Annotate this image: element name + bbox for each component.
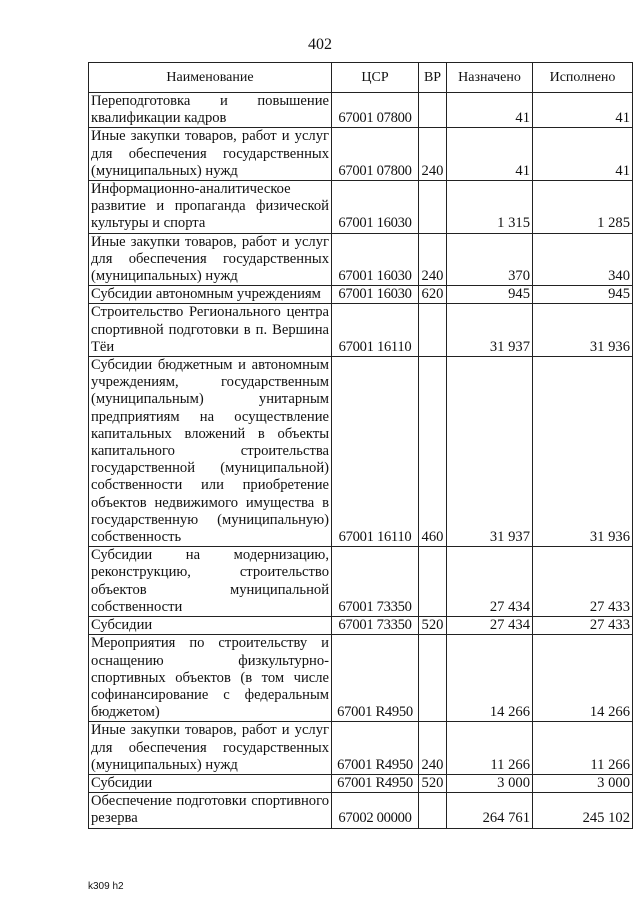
- table-row: [89, 793, 633, 828]
- row-csr: 67001 16030: [332, 286, 419, 304]
- row-vr: [419, 93, 447, 128]
- row-vr: [419, 547, 447, 617]
- row-vr: 240: [419, 722, 447, 775]
- table-row: [89, 617, 633, 635]
- footer-code: k309 h2: [88, 881, 124, 892]
- row-planned: 27 434: [447, 547, 533, 617]
- table-row: [89, 722, 633, 775]
- row-planned: 945: [447, 286, 533, 304]
- row-vr: 240: [419, 233, 447, 286]
- row-executed: 27 433: [533, 547, 633, 617]
- table-row: [89, 93, 633, 128]
- row-planned: 370: [447, 233, 533, 286]
- row-name: Обеспечение подготовки спортивного резерва: [89, 793, 332, 828]
- row-vr: [419, 304, 447, 357]
- table-row: [89, 357, 633, 547]
- row-planned: 1 315: [447, 181, 533, 234]
- row-name: Иные закупки товаров, работ и услуг для обеспечения государственных (муниципальных) нужд: [89, 233, 332, 286]
- row-name: Иные закупки товаров, работ и услуг для обеспечения государственных (муниципальных) нужд: [89, 128, 332, 181]
- row-executed: 11 266: [533, 722, 633, 775]
- row-csr: 67001 16030: [332, 233, 419, 286]
- row-executed: 1 285: [533, 181, 633, 234]
- row-name: Информационно-аналитическое развитие и пропаганда физической культуры и спорта: [89, 181, 332, 234]
- budget-table: [88, 62, 633, 829]
- row-csr: 67001 73350: [332, 547, 419, 617]
- table-row: [89, 233, 633, 286]
- row-executed: 14 266: [533, 635, 633, 722]
- row-name: Мероприятия по строительству и оснащению физкультурно-спортивных объектов (в том числе софинансирование с федеральным бюджетом): [89, 635, 332, 722]
- row-planned: 11 266: [447, 722, 533, 775]
- row-executed: 3 000: [533, 774, 633, 792]
- table-row: [89, 304, 633, 357]
- table-row: [89, 181, 633, 234]
- row-executed: 41: [533, 93, 633, 128]
- row-vr: 520: [419, 774, 447, 792]
- row-planned: 14 266: [447, 635, 533, 722]
- row-vr: 240: [419, 128, 447, 181]
- row-planned: 27 434: [447, 617, 533, 635]
- row-planned: 31 937: [447, 357, 533, 547]
- table-row: [89, 635, 633, 722]
- page-number: 402: [308, 36, 332, 53]
- row-csr: 67001 R4950: [332, 722, 419, 775]
- header-vr: ВР: [419, 63, 447, 93]
- row-name: Переподготовка и повышение квалификации кадров: [89, 93, 332, 128]
- row-name: Строительство Регионального центра спортивной подготовки в п. Вершина Тёи: [89, 304, 332, 357]
- row-name: Субсидии автономным учреждениям: [89, 286, 332, 304]
- table-row: [89, 547, 633, 617]
- row-executed: 245 102: [533, 793, 633, 828]
- row-executed: 27 433: [533, 617, 633, 635]
- row-name: Субсидии бюджетным и автономным учреждениям, государственным (муниципальным) унитарным предприятиям на осуществление капитальных вложений в объекты капитального строительства государственной (муниципальной) собственности или приобретение объектов недвижимого имущества в государственную (муниципальную) собственность: [89, 357, 332, 547]
- header-name: Наименование: [89, 63, 332, 93]
- row-vr: [419, 635, 447, 722]
- row-name: Субсидии на модернизацию, реконструкцию, строительство объектов муниципальной собственности: [89, 547, 332, 617]
- row-vr: 520: [419, 617, 447, 635]
- header-planned: Назначено: [447, 63, 533, 93]
- row-planned: 3 000: [447, 774, 533, 792]
- row-executed: 31 936: [533, 304, 633, 357]
- table-row: [89, 286, 633, 304]
- row-csr: 67002 00000: [332, 793, 419, 828]
- table-header-row: [89, 63, 633, 93]
- row-name: Субсидии: [89, 617, 332, 635]
- row-csr: 67001 73350: [332, 617, 419, 635]
- row-csr: 67001 16110: [332, 357, 419, 547]
- row-planned: 41: [447, 128, 533, 181]
- header-csr: ЦСР: [332, 63, 419, 93]
- table-row: [89, 774, 633, 792]
- row-vr: [419, 181, 447, 234]
- row-planned: 264 761: [447, 793, 533, 828]
- row-vr: 460: [419, 357, 447, 547]
- row-planned: 41: [447, 93, 533, 128]
- row-csr: 67001 16030: [332, 181, 419, 234]
- row-name: Иные закупки товаров, работ и услуг для обеспечения государственных (муниципальных) нужд: [89, 722, 332, 775]
- row-csr: 67001 16110: [332, 304, 419, 357]
- row-csr: 67001 R4950: [332, 774, 419, 792]
- row-executed: 41: [533, 128, 633, 181]
- row-vr: [419, 793, 447, 828]
- row-vr: 620: [419, 286, 447, 304]
- row-executed: 945: [533, 286, 633, 304]
- row-planned: 31 937: [447, 304, 533, 357]
- table-row: [89, 128, 633, 181]
- header-executed: Исполнено: [533, 63, 633, 93]
- row-executed: 31 936: [533, 357, 633, 547]
- row-name: Субсидии: [89, 774, 332, 792]
- row-executed: 340: [533, 233, 633, 286]
- row-csr: 67001 07800: [332, 128, 419, 181]
- row-csr: 67001 R4950: [332, 635, 419, 722]
- row-csr: 67001 07800: [332, 93, 419, 128]
